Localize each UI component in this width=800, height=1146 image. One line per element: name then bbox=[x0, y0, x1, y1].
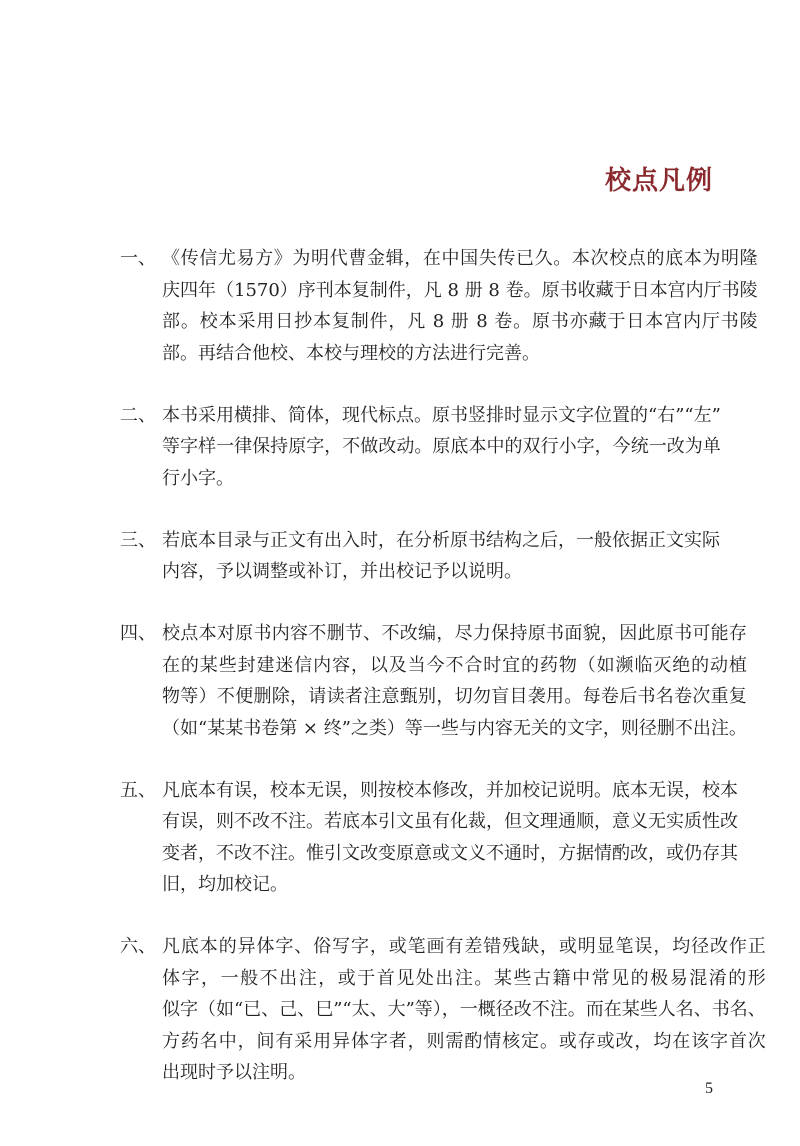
text-line: 凡底本有误，校本无误，则按校本修改，并加校记说明。底本无误，校本 bbox=[162, 779, 738, 801]
item-text bbox=[162, 931, 766, 1089]
guideline-item bbox=[120, 525, 720, 588]
text-line: 行小字。 bbox=[162, 467, 234, 489]
text-line: 似字（如“已、己、巳”“太、大”等），一概径改不注。而在某些人名、书名、 bbox=[162, 999, 766, 1020]
page-number: 5 bbox=[705, 1080, 713, 1097]
item-text bbox=[162, 400, 721, 495]
item-number: 六、 bbox=[120, 936, 156, 957]
text-line: 部。再结合他校、本校与理校的方法进行完善。 bbox=[162, 342, 540, 364]
text-line: 在的某些封建迷信内容，以及当今不合时宜的药物（如濒临灭绝的动植 bbox=[162, 654, 747, 676]
text-line: 庆四年（1570）序刊本复制件，凡 8 册 8 卷。原书收藏于日本宫内厅书陵 bbox=[162, 279, 758, 301]
guideline-item bbox=[120, 775, 738, 901]
text-line: （如“某某书卷第 × 终”之类）等一些与内容无关的文字，则径删不出注。 bbox=[162, 717, 747, 739]
text-line: 等字样一律保持原字，不做改动。原底本中的双行小字，今统一改为单 bbox=[162, 436, 721, 457]
text-line: 本书采用横排、简体，现代标点。原书竖排时显示文字位置的“右”“左” bbox=[162, 404, 721, 426]
text-line: 若底本目录与正文有出入时，在分析原书结构之后，一般依据正文实际 bbox=[162, 529, 720, 551]
text-line: 部。校本采用日抄本复制件，凡 8 册 8 卷。原书亦藏于日本宫内厅书陵 bbox=[162, 311, 758, 332]
text-line: 有误，则不改不注。若底本引文虽有化裁，但文理通顺，意义无实质性改 bbox=[162, 811, 738, 832]
item-number: 一、 bbox=[120, 248, 156, 269]
text-line: 《传信尤易方》为明代曹金辑，在中国失传已久。本次校点的底本为明隆 bbox=[162, 248, 758, 269]
item-text bbox=[162, 243, 758, 369]
item-text bbox=[162, 775, 738, 901]
guideline-item bbox=[120, 400, 720, 495]
guideline-item bbox=[120, 931, 766, 1089]
text-line: 凡底本的异体字、俗写字，或笔画有差错残缺，或明显笔误，均径改作正 bbox=[162, 936, 766, 957]
item-number: 二、 bbox=[120, 404, 156, 426]
text-line: 校点本对原书内容不删节、不改编，尽力保持原书面貌，因此原书可能存 bbox=[162, 623, 747, 644]
text-line: 内容，予以调整或补订，并出校记予以说明。 bbox=[162, 561, 522, 582]
text-line: 方药名中，间有采用异体字者，则需酌情核定。或存或改，均在该字首次 bbox=[162, 1030, 766, 1052]
item-number: 五、 bbox=[120, 779, 156, 801]
text-line: 变者，不改不注。惟引文改变原意或文义不通时，方据情酌改，或仍存其 bbox=[162, 842, 738, 864]
guideline-item bbox=[120, 243, 758, 369]
item-number: 四、 bbox=[120, 623, 156, 644]
guideline-item bbox=[120, 618, 747, 744]
guideline-list bbox=[120, 243, 766, 1119]
item-number: 三、 bbox=[120, 529, 156, 551]
page-title: 校点凡例 bbox=[604, 166, 713, 196]
text-line: 体字，一般不出注，或于首见处出注。某些古籍中常见的极易混淆的形 bbox=[162, 967, 766, 989]
text-line: 旧，均加校记。 bbox=[162, 874, 288, 895]
text-line: 出现时予以注明。 bbox=[162, 1062, 306, 1083]
item-text bbox=[162, 525, 720, 588]
text-line: 物等）不便删除，请读者注意甄别，切勿盲目袭用。每卷后书名卷次重复 bbox=[162, 686, 747, 707]
item-text bbox=[162, 618, 747, 744]
